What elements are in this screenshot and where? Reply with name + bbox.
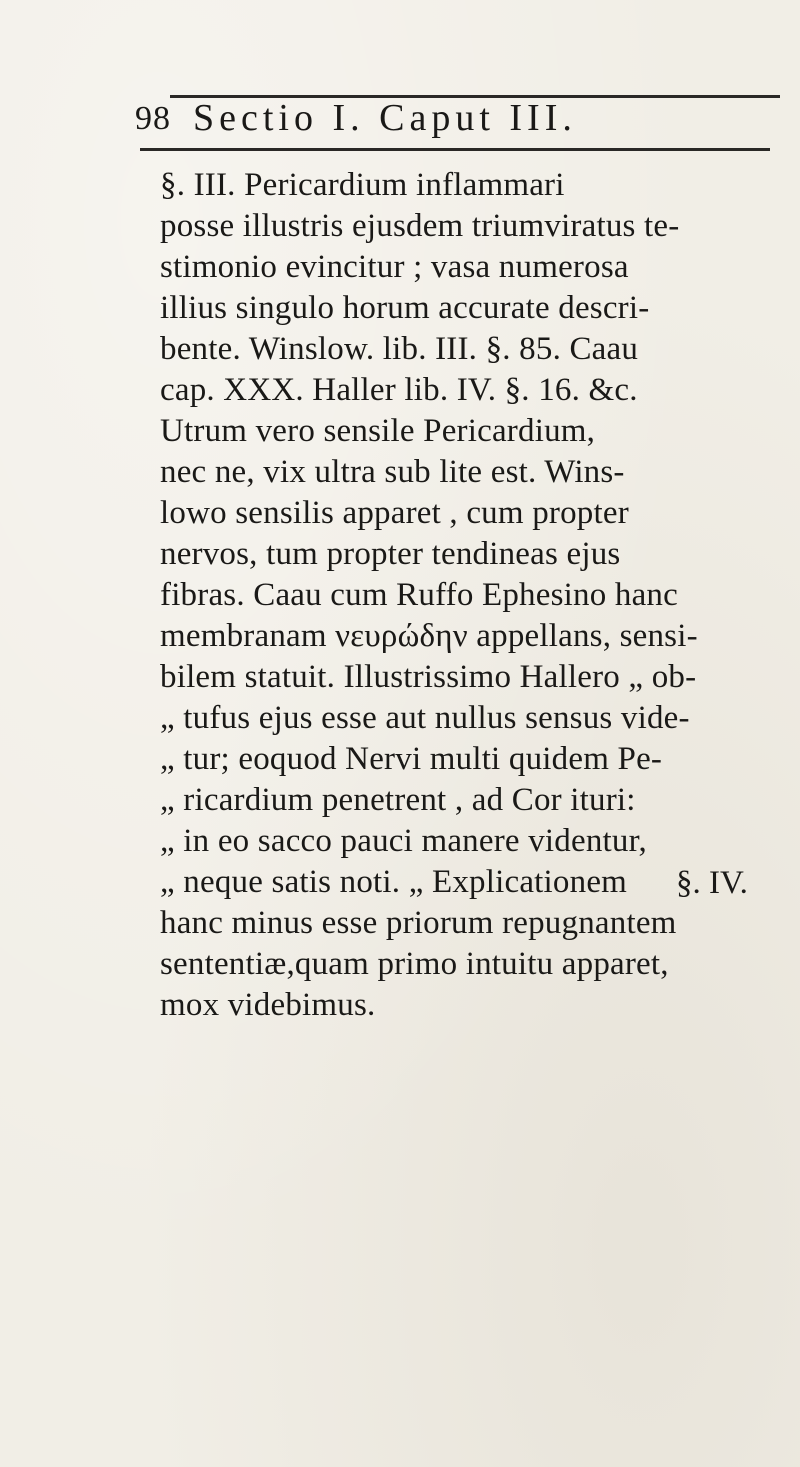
catchword: §. IV.: [676, 865, 748, 901]
text-line: „ tufus ejus esse aut nullus sensus vide-: [160, 700, 690, 736]
text-line: posse illustris ejusdem triumviratus te-: [160, 208, 680, 244]
text-line: membranam νευρώδην appellans, sensi-: [160, 618, 698, 654]
text-line: fibras. Caau cum Ruffo Ephesino hanc: [160, 577, 678, 613]
text-line: bente. Winslow. lib. III. §. 85. Caau: [160, 331, 639, 367]
text-line: nervos, tum propter tendineas ejus: [160, 536, 621, 572]
text-line: „ in eo sacco pauci manere videntur,: [160, 823, 647, 859]
text-line: stimonio evincitur ; vasa numerosa: [160, 249, 629, 285]
text-line: „ neque satis noti. „ Explicationem: [160, 864, 628, 900]
text-line: Utrum vero sensile Pericardium,: [160, 413, 596, 449]
text-line: lowo sensilis apparet , cum propter: [160, 495, 629, 531]
text-line: bilem statuit. Illustrissimo Hallero „ ob-: [160, 659, 697, 695]
page-number: 98: [135, 100, 171, 137]
text-line: cap. XXX. Haller lib. IV. §. 16. &c.: [160, 372, 638, 408]
running-head: [135, 97, 775, 150]
text-line: sententiæ,quam primo intuitu apparet,: [160, 946, 669, 982]
text-line: „ ricardium penetrent , ad Cor ituri:: [160, 782, 636, 818]
text-line: hanc minus esse priorum repugnantem: [160, 905, 677, 941]
header-rule: [140, 148, 770, 151]
text-line: nec ne, vix ultra sub lite est. Wins-: [160, 454, 625, 490]
text-line: mox videbimus.: [160, 987, 376, 1023]
text-line: §. III. Pericardium inflammari: [160, 167, 565, 203]
text-line: „ tur; eoquod Nervi multi quidem Pe-: [160, 741, 663, 777]
running-head-title: Sectio I. Caput III.: [193, 97, 577, 139]
text-line: illius singulo horum accurate descri-: [160, 290, 650, 326]
